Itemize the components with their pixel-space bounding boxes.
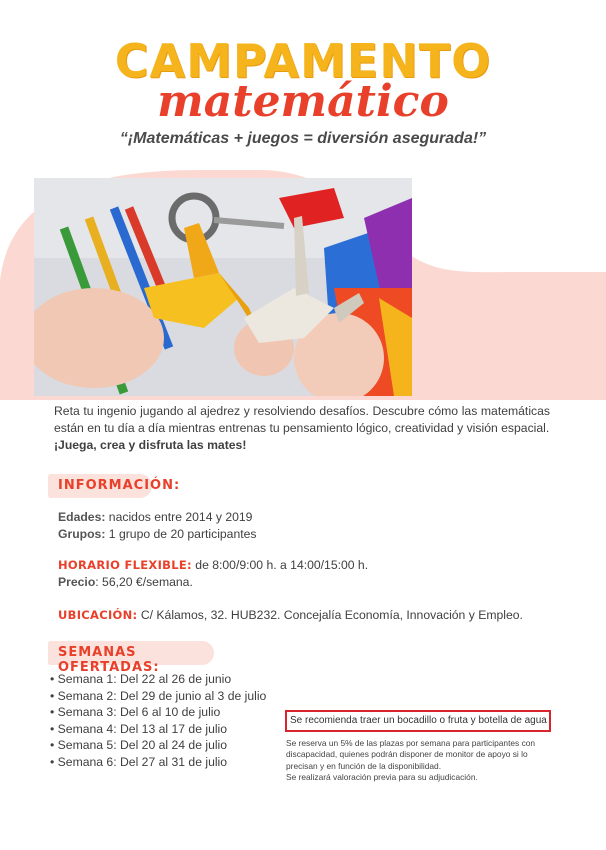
precio-value: : 56,20 €/semana. [95, 575, 193, 589]
edades-value: nacidos entre 2014 y 2019 [105, 510, 253, 524]
grupos-label: Grupos: [58, 527, 106, 541]
info-section-header: INFORMACIÓN: [48, 474, 152, 498]
list-item: • Semana 2: Del 29 de junio al 3 de julio [50, 688, 266, 705]
intro-text: Reta tu ingenio jugando al ajedrez y resolviendo desafíos. Descubre cómo las matemáticas están en tu día a día mientras entrenas tu pensamiento lógico, creatividad y visión espacial. [54, 404, 550, 435]
info-schedule-price [58, 557, 368, 591]
weeks-section-header: SEMANAS OFERTADAS: [48, 641, 214, 665]
grupos-value: 1 grupo de 20 participantes [105, 527, 257, 541]
ubicacion-value: C/ Kálamos, 32. HUB232. Concejalía Economía, Innovación y Empleo. [137, 608, 523, 622]
info-ages-groups [58, 509, 257, 543]
title-matematico: matemático [157, 76, 449, 127]
recommendation-box: Se recomienda traer un bocadillo o fruta y botella de agua [285, 710, 551, 732]
list-item: • Semana 5: Del 20 al 24 de julio [50, 737, 266, 754]
origami-photo [34, 178, 412, 396]
list-item: • Semana 6: Del 27 al 31 de julio [50, 754, 266, 771]
list-item: • Semana 4: Del 13 al 17 de julio [50, 721, 266, 738]
note-line: discapacidad, quienes podrán disponer de monitor de apoyo si lo [286, 749, 528, 760]
list-item: • Semana 1: Del 22 al 26 de junio [50, 671, 266, 688]
precio-label: Precio [58, 575, 96, 589]
note-line: Se reserva un 5% de las plazas por semana para participantes con [286, 738, 536, 748]
title-campamento: CAMPAMENTO [114, 34, 492, 88]
list-item: • Semana 3: Del 6 al 10 de julio [50, 704, 266, 721]
info-location [58, 607, 523, 624]
horario-label: HORARIO FLEXIBLE: [58, 558, 192, 572]
edades-label: Edades: [58, 510, 106, 524]
horario-value: de 8:00/9:00 h. a 14:00/15:00 h. [191, 558, 369, 572]
notes-block [286, 738, 558, 784]
ubicacion-label: UBICACIÓN: [58, 608, 138, 622]
tagline: “¡Matemáticas + juegos = diversión asegurada!” [119, 130, 487, 147]
intro-paragraph [54, 403, 550, 454]
weeks-list [50, 671, 266, 770]
note-line: precisan y en función de la disponibilidad. [286, 760, 442, 771]
note-line: Se realizará valoración previa para su adjudicación. [286, 772, 478, 783]
intro-slogan: ¡Juega, crea y disfruta las mates! [54, 438, 247, 452]
